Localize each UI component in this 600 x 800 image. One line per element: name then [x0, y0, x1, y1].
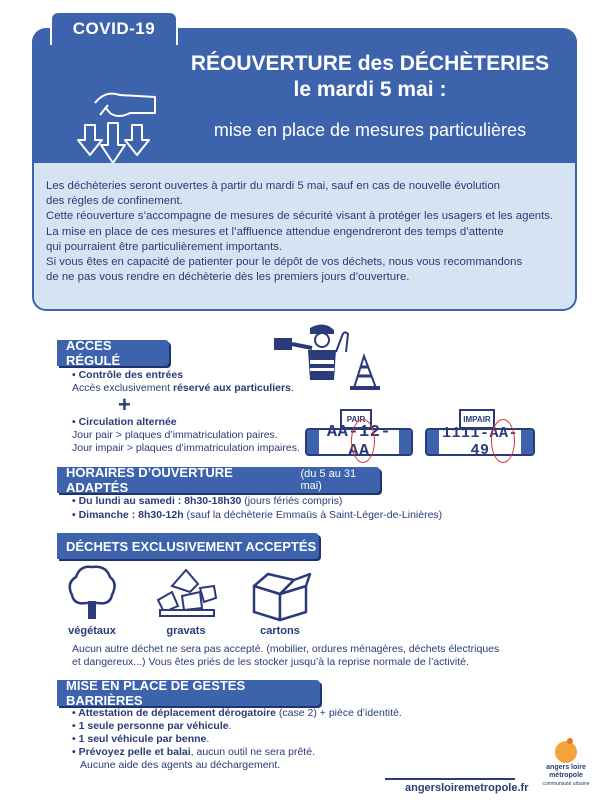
gestes-line2: [72, 720, 232, 734]
plate-impair-number: 1111-AA-49: [441, 425, 518, 459]
section-horaires-title: HORAIRES D’OUVERTURE ADAPTÉS: [66, 465, 233, 495]
gestes-line1: [72, 707, 402, 721]
intro-box: [32, 163, 577, 311]
controle-post: .: [290, 382, 294, 394]
intro-line: Si vous êtes en capacité de patienter pour le dépôt de vos déchets, nous vous recommandons: [46, 256, 523, 269]
controle-pre: Accès exclusivement: [72, 382, 173, 394]
controle-text: [72, 382, 294, 396]
covid-tag: COVID-19: [50, 11, 178, 45]
section-gestes-heading: [57, 680, 320, 706]
intro-line: Les déchèteries seront ouvertes à partir du mardi 5 mai, sauf en cas de nouvelle évolution: [46, 180, 500, 192]
angers-metropole-logo-icon: [550, 736, 582, 764]
rubble-icon: [152, 566, 220, 620]
section-acces-heading: [57, 340, 169, 366]
intro-line: des règles de confinement.: [46, 195, 183, 208]
intro-line: qui pourraient être particulièrement importants.: [46, 240, 283, 253]
intro-line: de ne pas vous rendre en déchèterie dès les premiers jours d’ouverture.: [46, 271, 410, 284]
section-dechets-title: DÉCHETS EXCLUSIVEMENT ACCEPTÉS: [66, 538, 317, 554]
circulation-line2: Jour impair > plaques d’immatriculation impaires.: [72, 442, 300, 454]
gestes-line4-rest: , aucun outil ne sera prêté.: [190, 746, 315, 758]
hand-pointing-down-icon: [60, 85, 170, 165]
cardboard-box-icon: [248, 564, 312, 622]
gestes-line3: [72, 733, 209, 747]
plate-pair-number: AA-12-AA: [326, 423, 392, 461]
plate-pair-label: PAIR: [346, 414, 366, 424]
section-dechets-heading: [57, 533, 319, 559]
plate-band: [307, 430, 319, 454]
horaires-line1-bold: • Du lundi au samedi : 8h30-18h30: [72, 495, 242, 507]
horaires-line1: [72, 495, 342, 509]
plate-band: [521, 430, 533, 454]
logo-text: [537, 764, 595, 788]
logo-line1: angers loire: [546, 764, 586, 771]
tree-icon: [66, 563, 118, 621]
plate-band: [399, 430, 411, 454]
gestes-line4-bold: • Prévoyez pelle et balai: [72, 746, 191, 758]
horaires-line2-bold: • Dimanche : 8h30-12h: [72, 509, 184, 521]
intro-line: La mise en place de ces mesures et l’affluence attendue engendreront des temps d’attente: [46, 225, 504, 238]
gestes-line3-bold: • 1 seul véhicule par benne: [72, 733, 207, 745]
waste-item-label: gravats: [166, 625, 206, 637]
plate-impair: [425, 425, 535, 459]
gestes-line3-rest: .: [206, 733, 210, 745]
logo-line2: métropole: [549, 772, 583, 779]
logo-line3: communauté urbaine: [542, 781, 590, 787]
gestes-line1-bold: • Attestation de déplacement dérogatoire: [72, 707, 276, 719]
main-title-line2: le mardi 5 mai :: [293, 78, 447, 101]
circulation-line1: Jour pair > plaques d’immatriculation paires.: [72, 429, 278, 441]
waste-item-label: cartons: [260, 625, 300, 637]
section-horaires-note: (du 5 au 31 mai): [300, 468, 357, 492]
controle-title: • Contrôle des entrées: [72, 369, 184, 381]
gestes-line5: Aucune aide des agents au déchargement.: [80, 759, 281, 771]
circulation-title: • Circulation alternée: [72, 416, 177, 428]
plate-impair-label: IMPAIR: [463, 414, 491, 424]
plus-sign: +: [118, 392, 131, 417]
subtitle: mise en place de mesures particulières: [213, 120, 527, 140]
gestes-line1-rest: (case 2) + pièce d’identité.: [276, 707, 402, 719]
waste-item-label: végétaux: [68, 625, 116, 637]
section-gestes-title: MISE EN PLACE DE GESTES BARRIÈRES: [66, 678, 246, 708]
horaires-line2: [72, 509, 442, 523]
gestes-line4: [72, 746, 315, 760]
highlight-circle: [491, 419, 515, 463]
section-acces-title: ACCÈS RÉGULÉ: [66, 338, 121, 368]
plate-band: [427, 430, 439, 454]
footer-divider: [385, 778, 515, 780]
dechets-note-line1: Aucun autre déchet ne sera pas accepté. (mobilier, ordures ménagères, déchets électriques: [72, 643, 500, 655]
highlight-circle: [351, 419, 375, 463]
gestes-line2-bold: • 1 seule personne par véhicule: [72, 720, 229, 732]
main-title-line1: RÉOUVERTURE des DÉCHÈTERIES: [190, 52, 550, 75]
gestes-line2-rest: .: [228, 720, 232, 732]
traffic-agent-icon: [272, 322, 382, 392]
controle-bold: réservé aux particuliers: [172, 382, 291, 394]
intro-line: Cette réouverture s’accompagne de mesures de sécurité visant à protéger les usagers et les agents.: [46, 210, 554, 223]
section-horaires-heading: [57, 467, 380, 493]
horaires-line2-rest: (sauf la déchèterie Emmaüs à Saint-Léger-de-Linières): [183, 509, 443, 521]
footer-url: angersloiremetropole.fr: [405, 782, 529, 794]
horaires-line1-rest: (jours fériés compris): [241, 495, 343, 507]
dechets-note-line2: et dangereux...) Vous êtes priés de les stocker jusqu’à la reprise normale de l’activité.: [72, 656, 469, 668]
